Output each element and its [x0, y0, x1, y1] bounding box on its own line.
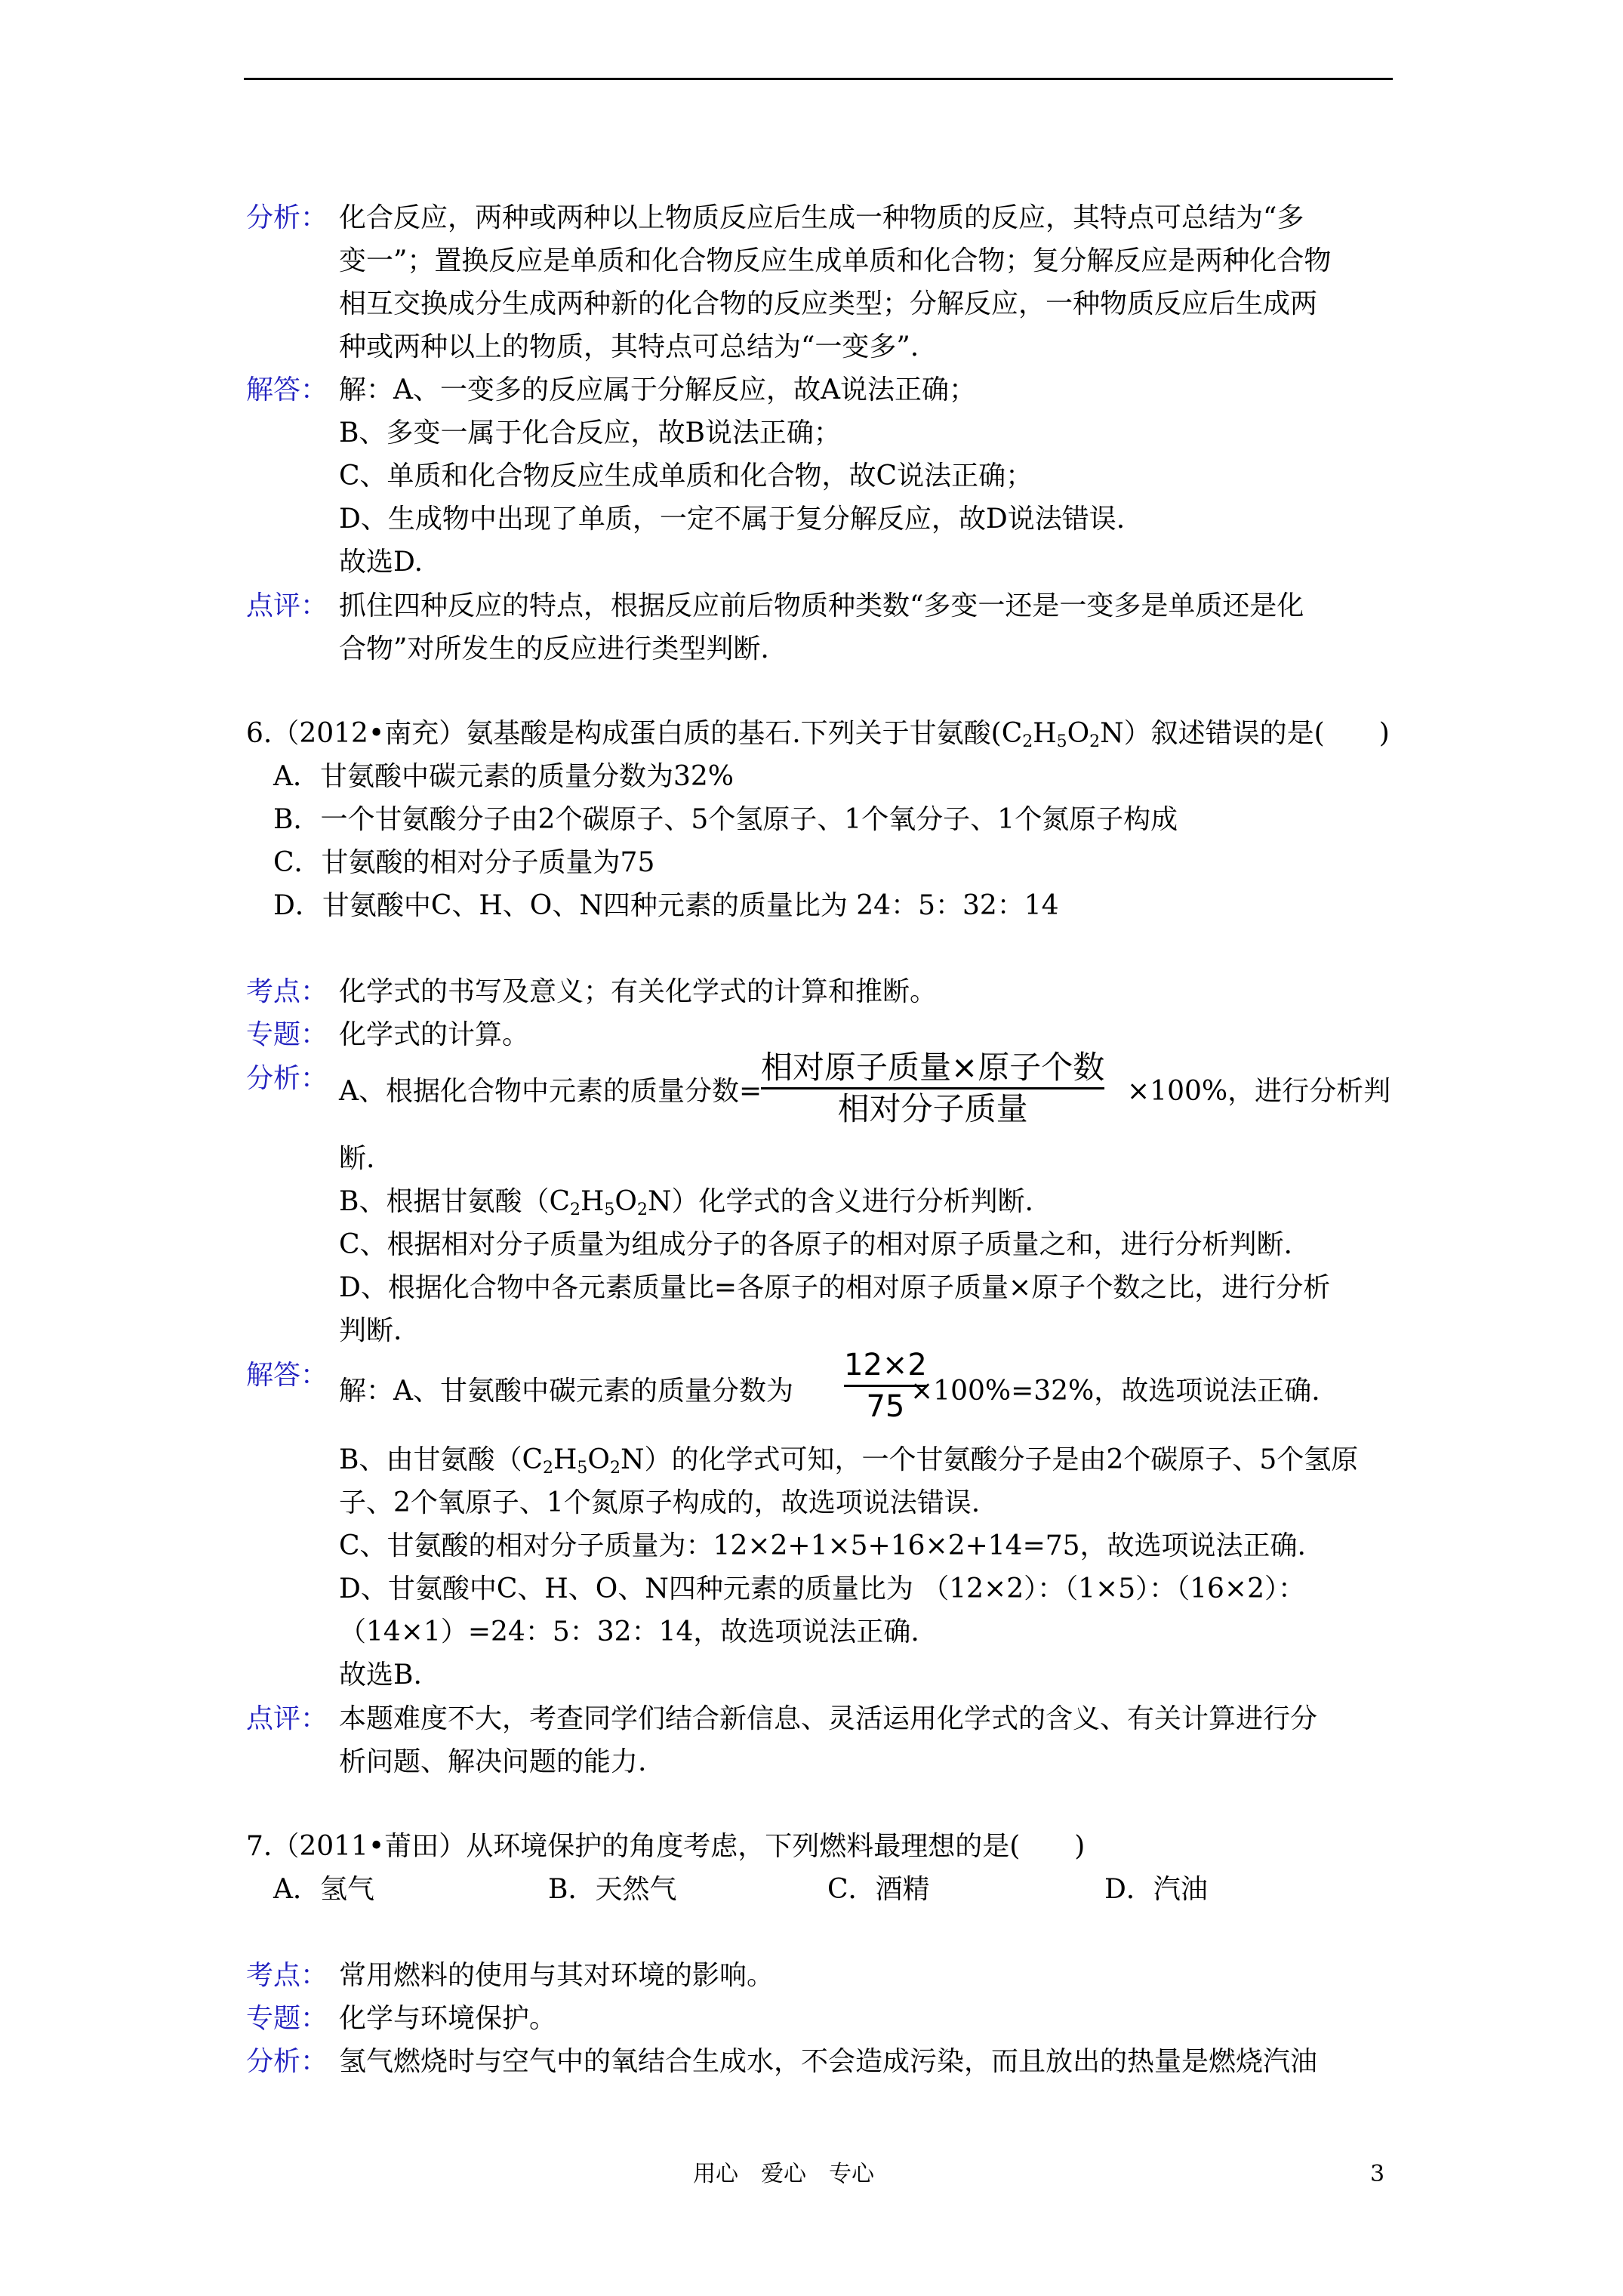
- mass-fraction-formula: [761, 1048, 1104, 1129]
- analysis-line: 种或两种以上的物质，其特点可总结为“一变多”.: [339, 331, 919, 362]
- zhuanti-text: 化学与环境保护。: [339, 2003, 557, 2034]
- comment-line: 本题难度不大，考查同学们结合新信息、灵活运用化学式的含义、有关计算进行分: [339, 1703, 1318, 1734]
- answer-line: 解：A、甘氨酸中碳元素的质量分数为: [339, 1376, 793, 1407]
- option-b: B．天然气: [548, 1874, 677, 1905]
- zhuanti-label: 专题：: [246, 2003, 328, 2034]
- answer-line: D、生成物中出现了单质，一定不属于复分解反应，故D说法错误.: [339, 504, 1126, 535]
- answer-line: B、由甘氨酸$(C_2H_5O_2N)$的化学式可知，一个甘氨酸分子是由2个碳原子、5个氢原: [339, 1444, 1359, 1478]
- question-7-stem: 7.（2011•莆田）从环境保护的角度考虑，下列燃料最理想的是( ): [246, 1831, 1086, 1862]
- analysis-line: D、根据化合物中各元素质量比=各原子的相对原子质量×原子个数之比，进行分析: [339, 1272, 1331, 1303]
- option-a: A．氢气: [273, 1874, 374, 1905]
- analysis-line: C、根据相对分子质量为组成分子的各原子的相对原子质量之和，进行分析判断.: [339, 1229, 1292, 1260]
- analysis-line: 变一”；置换反应是单质和化合物反应生成单质和化合物；复分解反应是两种化合物: [339, 245, 1332, 276]
- answer-line: 故选D.: [339, 547, 423, 578]
- answer-line: C、甘氨酸的相对分子质量为：12×2+1×5+16×2+14=75，故选项说法正确.: [339, 1530, 1306, 1561]
- zhuanti-text: 化学式的计算。: [339, 1019, 530, 1050]
- analysis-line: 相互交换成分生成两种新的化合物的反应类型；分解反应，一种物质反应后生成两: [339, 288, 1318, 319]
- answer-line: （14×1）=24：5：32：14，故选项说法正确.: [339, 1616, 919, 1647]
- kaodian-text: 常用燃料的使用与其对环境的影响。: [339, 1960, 775, 1991]
- analysis-line: A、根据化合物中元素的质量分数=: [339, 1076, 762, 1107]
- kaodian-label: 考点：: [246, 1960, 328, 1991]
- analysis-line: 判断.: [339, 1315, 402, 1346]
- analysis-line: 氢气燃烧时与空气中的氧结合生成水，不会造成污染，而且放出的热量是燃烧汽油: [339, 2046, 1318, 2077]
- answer-line: 解：A、一变多的反应属于分解反应，故A说法正确；: [339, 374, 976, 405]
- comment-line: 合物”对所发生的反应进行类型判断.: [339, 633, 769, 664]
- comment-label: 点评：: [246, 590, 328, 621]
- question-6-stem: 6.（2012•南充）氨基酸是构成蛋白质的基石.下列关于甘氨酸$(C_2H_5O_2N)$叙述错误的是( ): [246, 718, 1390, 751]
- comment-line: 抓住四种反应的特点，根据反应前后物质种类数“多变一还是一变多是单质还是化: [339, 590, 1304, 621]
- header-rule: [244, 78, 1393, 80]
- answer-label: 解答：: [246, 1360, 328, 1391]
- analysis-label: 分析：: [246, 202, 328, 233]
- answer-line: D、甘氨酸中C、H、O、N四种元素的质量比为 （12×2）：（1×5）：（16×2）：: [339, 1573, 1305, 1604]
- analysis-line: 化合反应，两种或两种以上物质反应后生成一种物质的反应，其特点可总结为“多: [339, 202, 1304, 233]
- option-c: C．酒精: [827, 1874, 930, 1905]
- answer-line: ×100%=32%，故选项说法正确.: [910, 1376, 1320, 1407]
- analysis-line: ×100%，进行分析判: [1127, 1076, 1391, 1107]
- zhuanti-label: 专题：: [246, 1019, 328, 1050]
- option-b: B．一个甘氨酸分子由2个碳原子、5个氢原子、1个氧分子、1个氮原子构成: [273, 804, 1178, 835]
- analysis-line: 断.: [339, 1143, 375, 1174]
- answer-line: C、单质和化合物反应生成单质和化合物，故C说法正确；: [339, 461, 1033, 492]
- fraction-numerator: 相对原子质量×原子个数: [761, 1049, 1105, 1086]
- option-d: D．甘氨酸中C、H、O、N四种元素的质量比为 24：5：32：14: [273, 890, 1059, 921]
- answer-label: 解答：: [246, 374, 328, 405]
- answer-line: B、多变一属于化合反应，故B说法正确；: [339, 418, 841, 448]
- option-c: C．甘氨酸的相对分子质量为75: [273, 847, 655, 878]
- fraction-denominator: 75: [866, 1389, 905, 1424]
- page-number: 3: [1370, 2161, 1385, 2187]
- kaodian-label: 考点：: [246, 976, 328, 1007]
- answer-line: 子、2个氧原子、1个氮原子构成的，故选项说法错误.: [339, 1487, 981, 1518]
- answer-line: 故选B.: [339, 1660, 422, 1690]
- kaodian-text: 化学式的书写及意义；有关化学式的计算和推断。: [339, 976, 938, 1007]
- comment-line: 析问题、解决问题的能力.: [339, 1746, 647, 1777]
- comment-label: 点评：: [246, 1703, 328, 1734]
- analysis-label: 分析：: [246, 2046, 328, 2077]
- footer-motto: 用心 爱心 专心: [693, 2161, 874, 2187]
- analysis-label: 分析：: [246, 1063, 328, 1094]
- analysis-line: B、根据甘氨酸$(C_2H_5O_2N)$化学式的含义进行分析判断.: [339, 1186, 1033, 1219]
- option-d: D．汽油: [1104, 1874, 1208, 1905]
- fraction-numerator: 12×2: [844, 1348, 927, 1382]
- fraction-denominator: 相对分子质量: [837, 1090, 1028, 1127]
- option-a: A．甘氨酸中碳元素的质量分数为32%: [273, 761, 735, 792]
